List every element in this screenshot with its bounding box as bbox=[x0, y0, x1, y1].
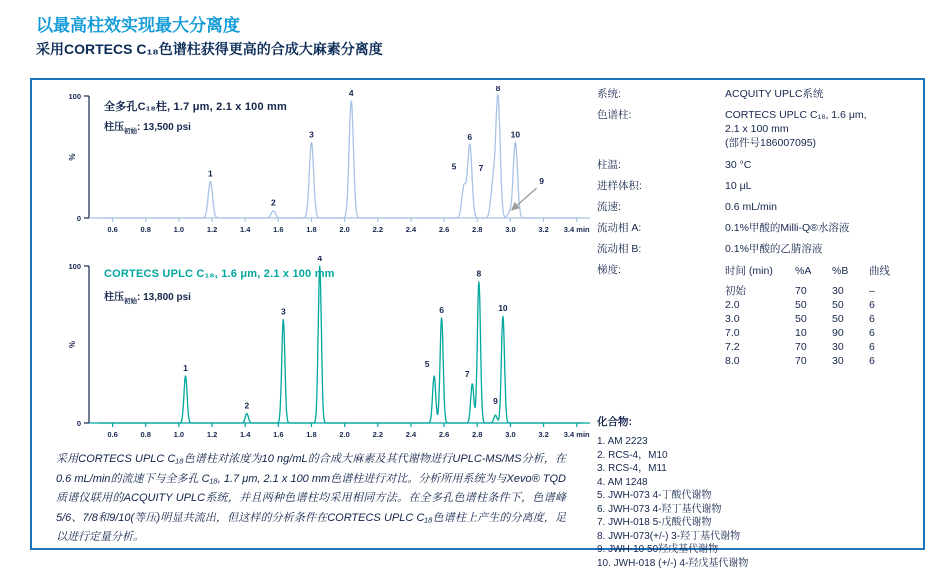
parameter-value-line: 10 μL bbox=[725, 179, 752, 192]
page-title: 以最高柱效实现最大分离度 bbox=[36, 16, 240, 35]
peak-label: 8 bbox=[495, 86, 501, 93]
parameter-label: 流动相 B: bbox=[597, 243, 642, 255]
method-conditions-panel bbox=[597, 88, 915, 570]
chromatogram-cortecs-plot bbox=[48, 256, 593, 449]
y-tick-label: 0 bbox=[76, 214, 81, 223]
peak-label: 8 bbox=[476, 268, 482, 279]
peak-label: 5 bbox=[451, 161, 457, 172]
peak-label: 4 bbox=[317, 256, 323, 263]
parameter-row bbox=[597, 109, 915, 151]
x-tick-label: 1.0 bbox=[173, 430, 185, 439]
x-tick-label: 2.6 bbox=[438, 225, 450, 234]
x-tick-label: 0.6 bbox=[107, 225, 118, 234]
x-tick-label: 1.2 bbox=[206, 225, 218, 234]
compound-item: 1. AM 2223 bbox=[597, 436, 648, 448]
gradient-cell: 70 bbox=[795, 285, 807, 298]
figure-caption: 采用CORTECS UPLC C₁₈色谱柱对浓度为10 ng/mL的合成大麻素及其代谢物进行UPLC-MS/MS分析，在0.6 mL/min的流速下与全多孔 C₁₈, 1.7 μm, 2.1 x 100 mm色谱柱进行对比。分析所用系统为与Xevo® TQD质谱仪联用的ACQUITY UPLC系统，并且两种色谱柱均采用相同方法。在全多孔色谱柱条件下，色谱峰5/6、7/8和9/10(等压)明显共流出，但这样的分析条件在CORTECS UPLC C₁₈色谱柱上产生的分离度，足以进行定量分析。 bbox=[56, 453, 566, 544]
peak-label: 6 bbox=[467, 131, 473, 142]
parameter-value bbox=[725, 201, 915, 215]
y-tick-label: 0 bbox=[76, 419, 81, 428]
compound-item: 7. JWH-018 5-戊酸代谢物 bbox=[597, 517, 712, 529]
x-tick-label: 1.8 bbox=[306, 225, 317, 234]
peak-label: 9 bbox=[493, 396, 498, 407]
gradient-data-row bbox=[725, 298, 915, 312]
peak-label: 2 bbox=[270, 197, 276, 208]
gradient-cell: 70 bbox=[795, 341, 807, 354]
parameter-label: 系统: bbox=[597, 88, 621, 100]
gradient-cell: 50 bbox=[795, 313, 807, 326]
parameter-value bbox=[725, 109, 915, 151]
gradient-cell: 30 bbox=[832, 355, 844, 368]
x-tick-label: 2.8 bbox=[472, 225, 483, 234]
method-parameters bbox=[597, 88, 915, 257]
peak-label: 4 bbox=[348, 87, 354, 98]
figure-box bbox=[30, 78, 925, 569]
x-tick-label: 1.4 bbox=[239, 225, 251, 234]
gradient-cell: 50 bbox=[832, 313, 844, 326]
y-tick-label: 100 bbox=[68, 92, 81, 101]
x-tick-label: 3.0 bbox=[505, 225, 516, 234]
peak-label: 1 bbox=[208, 168, 213, 179]
x-tick-label: 1.4 bbox=[239, 430, 251, 439]
parameter-value-line: CORTECS UPLC C₁₈, 1.6 μm, bbox=[725, 109, 867, 122]
pressure-value: : 13,500 psi bbox=[137, 122, 191, 133]
x-tick-label: 2.6 bbox=[438, 430, 450, 439]
peak-label: 6 bbox=[439, 304, 444, 315]
compounds-heading: 化合物: bbox=[597, 416, 632, 429]
gradient-cell: 6 bbox=[869, 355, 875, 368]
x-tick-label: 3.2 bbox=[538, 225, 549, 234]
parameter-value bbox=[725, 180, 915, 194]
parameter-row bbox=[597, 159, 915, 173]
peak-label: 1 bbox=[183, 362, 188, 373]
parameter-label: 色谱柱: bbox=[597, 109, 632, 122]
parameter-value-line: (部件号186007095) bbox=[725, 137, 817, 150]
x-tick-label: 1.8 bbox=[306, 430, 317, 439]
gradient-cell: 90 bbox=[832, 327, 844, 340]
gradient-data-row bbox=[725, 284, 915, 298]
x-tick-label: 0.6 bbox=[107, 430, 118, 439]
y-axis-label: % bbox=[68, 153, 77, 161]
gradient-cell: 6 bbox=[869, 299, 875, 312]
compound-item: 10. JWH-018 (+/-) 4-羟戊基代谢物 bbox=[597, 557, 749, 569]
x-tick-label: 2.4 bbox=[405, 430, 417, 439]
x-tick-label: 0.8 bbox=[140, 430, 151, 439]
x-tick-label: 3.4 min bbox=[563, 430, 590, 439]
x-tick-label: 2.4 bbox=[405, 225, 417, 234]
peak-label: 10 bbox=[498, 303, 508, 314]
peak-label: 2 bbox=[244, 400, 250, 411]
peak-label: 7 bbox=[464, 368, 470, 379]
chromatogram-cortecs bbox=[48, 256, 593, 454]
x-tick-label: 3.0 bbox=[505, 430, 516, 439]
peak-label: 7 bbox=[478, 162, 484, 173]
compounds-section bbox=[597, 416, 915, 570]
gradient-cell: 50 bbox=[795, 299, 807, 312]
peak-label: 3 bbox=[309, 129, 314, 140]
parameter-value-line: ACQUITY UPLC系统 bbox=[725, 88, 824, 100]
gradient-header-row bbox=[725, 264, 915, 278]
x-tick-label: 1.2 bbox=[206, 430, 218, 439]
gradient-data-row bbox=[725, 312, 915, 326]
gradient-header-cell: %A bbox=[795, 265, 812, 278]
chromatogram-cortecs-title: CORTECS UPLC C₁₈, 1.6 μm, 2.1 x 100 mm bbox=[104, 268, 335, 280]
chromatogram-cortecs-pressure bbox=[104, 288, 191, 305]
parameter-value-line: 2.1 x 100 mm bbox=[725, 123, 789, 136]
x-tick-label: 1.6 bbox=[273, 225, 284, 234]
gradient-header-cell: %B bbox=[832, 265, 849, 278]
compound-item: 3. RCS-4，M11 bbox=[597, 463, 667, 475]
gradient-data-row bbox=[725, 326, 915, 340]
parameter-row bbox=[597, 243, 915, 257]
gradient-label: 梯度: bbox=[597, 264, 621, 277]
parameter-value bbox=[725, 88, 915, 102]
pressure-subscript: 初始 bbox=[124, 298, 137, 305]
compound-item: 6. JWH-073 4-羟丁基代谢物 bbox=[597, 503, 722, 515]
gradient-cell: 6 bbox=[869, 313, 875, 326]
parameter-value-line: 0.1%甲酸的乙腈溶液 bbox=[725, 243, 823, 255]
chromatogram-porous-title: 全多孔C₁₈柱, 1.7 μm, 2.1 x 100 mm bbox=[104, 101, 288, 113]
parameter-label: 柱温: bbox=[597, 158, 621, 171]
x-tick-label: 3.2 bbox=[538, 430, 549, 439]
x-tick-label: 1.6 bbox=[273, 430, 284, 439]
parameter-value-line: 30 °C bbox=[725, 158, 752, 171]
gradient-cell: 50 bbox=[832, 299, 844, 312]
gradient-cell: 6 bbox=[869, 327, 875, 340]
pressure-label: 柱压 bbox=[104, 122, 124, 133]
gradient-header-cell: 曲线 bbox=[869, 265, 890, 278]
x-tick-label: 2.2 bbox=[372, 225, 384, 234]
compound-item: 4. AM 1248 bbox=[597, 476, 648, 488]
x-tick-label: 2.8 bbox=[472, 430, 483, 439]
gradient-cell: 3.0 bbox=[725, 313, 740, 326]
y-axis-label: % bbox=[68, 340, 77, 349]
parameter-row bbox=[597, 88, 915, 102]
gradient-header-cell: 时间 (min) bbox=[725, 265, 773, 278]
parameter-label: 进样体积: bbox=[597, 179, 642, 192]
x-tick-label: 2.0 bbox=[339, 225, 350, 234]
parameter-row bbox=[597, 201, 915, 215]
compound-item: 2. RCS-4，M10 bbox=[597, 449, 668, 461]
pressure-subscript: 初始 bbox=[124, 128, 137, 135]
page-subtitle: 采用CORTECS C₁₈色谱柱获得更高的合成大麻素分离度 bbox=[36, 41, 383, 57]
pressure-value: : 13,800 psi bbox=[137, 292, 191, 303]
compound-item: 5. JWH-073 4-丁酸代谢物 bbox=[597, 490, 712, 502]
gradient-cell: 70 bbox=[795, 355, 807, 368]
gradient-cell: 8.0 bbox=[725, 355, 740, 368]
gradient-cell: 7.2 bbox=[725, 341, 740, 354]
parameter-label: 流动相 A: bbox=[597, 221, 642, 234]
x-tick-label: 2.0 bbox=[339, 430, 350, 439]
parameter-row bbox=[597, 180, 915, 194]
peak-annotation-arrow bbox=[512, 188, 537, 210]
compounds-list bbox=[597, 435, 915, 570]
gradient-cell: 2.0 bbox=[725, 299, 740, 312]
parameter-label: 流速: bbox=[597, 200, 621, 213]
gradient-table bbox=[725, 264, 915, 368]
parameter-row bbox=[597, 222, 915, 236]
parameter-value bbox=[725, 222, 915, 236]
x-tick-label: 1.0 bbox=[173, 225, 185, 234]
chromatogram-porous bbox=[48, 86, 593, 249]
gradient-cell: 30 bbox=[832, 285, 844, 298]
y-tick-label: 100 bbox=[68, 262, 81, 271]
gradient-data-row bbox=[725, 340, 915, 354]
gradient-cell: 7.0 bbox=[725, 327, 740, 340]
x-tick-label: 3.4 min bbox=[563, 225, 590, 234]
peak-label: 3 bbox=[280, 306, 286, 317]
peak-label: 9 bbox=[539, 176, 544, 187]
x-tick-label: 2.2 bbox=[372, 430, 384, 439]
gradient-section bbox=[597, 264, 915, 368]
x-tick-label: 0.8 bbox=[140, 225, 151, 234]
parameter-value bbox=[725, 243, 915, 257]
gradient-data-row bbox=[725, 354, 915, 368]
peak-label: 5 bbox=[424, 358, 430, 369]
gradient-cell: 初始 bbox=[725, 285, 746, 298]
compound-item: 9. JWH-10 50羟戊基代谢物 bbox=[597, 544, 719, 556]
peak-label: 10 bbox=[510, 129, 521, 140]
compound-item: 8. JWH-073(+/-) 3-羟丁基代谢物 bbox=[597, 530, 741, 542]
chromatogram-porous-pressure bbox=[104, 118, 191, 135]
gradient-cell: – bbox=[869, 285, 875, 298]
parameter-value-line: 0.6 mL/min bbox=[725, 200, 777, 213]
gradient-cell: 6 bbox=[869, 341, 875, 354]
parameter-value-line: 0.1%甲酸的Milli-Q®水溶液 bbox=[725, 221, 850, 234]
pressure-label: 柱压 bbox=[104, 292, 124, 303]
parameter-value bbox=[725, 159, 915, 173]
gradient-cell: 30 bbox=[832, 341, 844, 354]
gradient-cell: 10 bbox=[795, 327, 807, 340]
